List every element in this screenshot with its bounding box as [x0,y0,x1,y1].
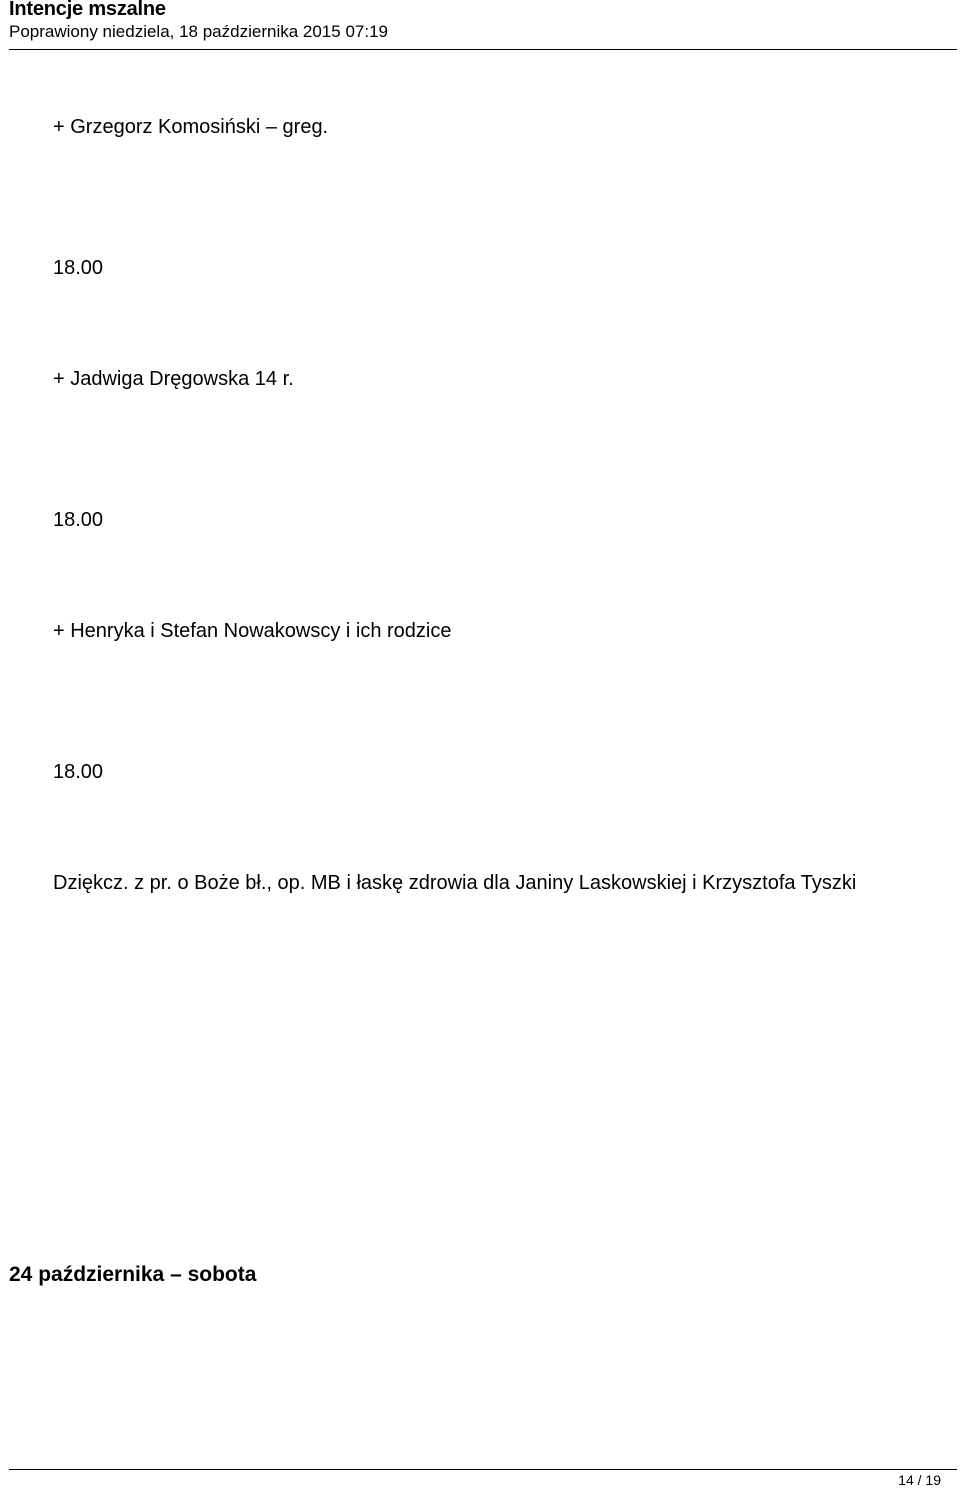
mass-time: 18.00 [53,761,104,783]
intention-text: + Jadwiga Dręgowska 14 r. [53,368,294,390]
mass-time: 18.00 [53,509,104,531]
intention-text: + Grzegorz Komosiński – greg. [53,116,329,138]
header-divider [9,49,957,50]
page-number: 14 / 19 [898,1472,941,1488]
document-modified-date: Poprawiony niedziela, 18 października 2015 07:19 [9,22,388,41]
intention-text: Dziękcz. z pr. o Boże bł., op. MB i łaskę zdrowia dla Janiny Laskowskiej i Krzysztofa Tyszki [53,872,857,894]
mass-time: 18.00 [53,257,104,279]
footer-divider [9,1469,957,1470]
intention-text: + Henryka i Stefan Nowakowscy i ich rodzice [53,620,452,642]
day-heading: 24 października – sobota [9,1263,257,1286]
document-title: Intencje mszalne [9,0,166,20]
